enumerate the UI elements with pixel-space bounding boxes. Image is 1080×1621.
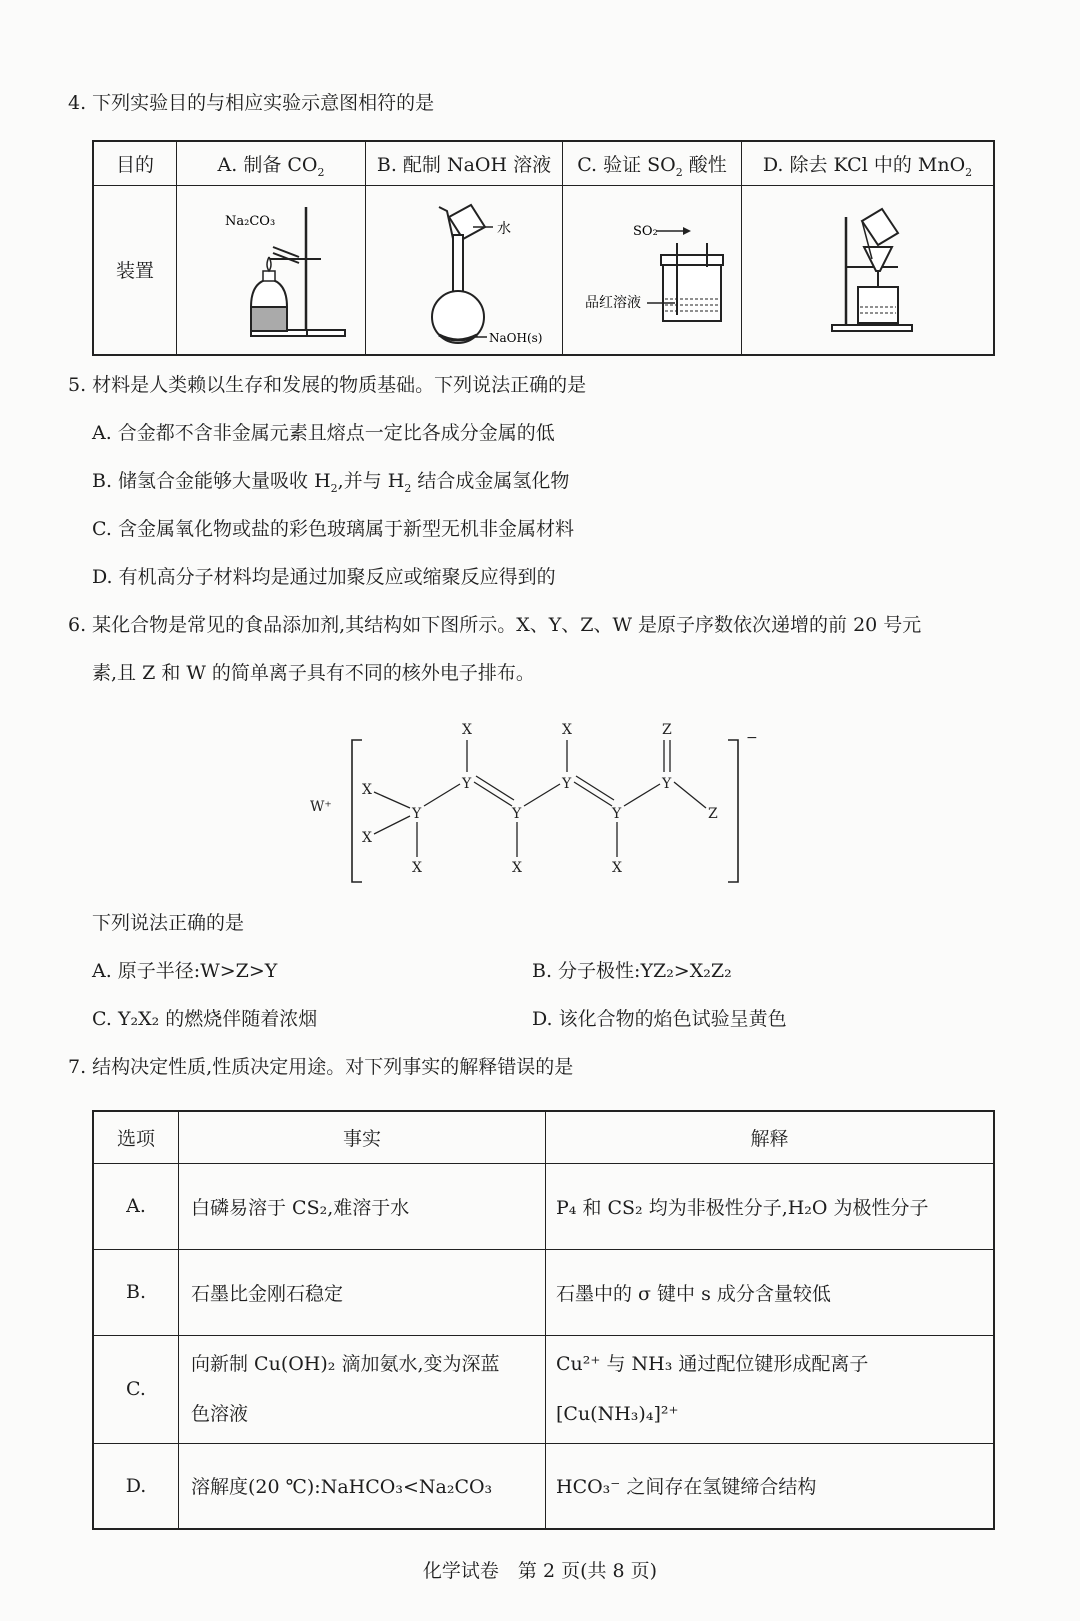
q7-row-b-option: B. <box>93 1249 179 1335</box>
atom-y: Y <box>512 806 522 822</box>
atom-x: X <box>362 782 372 798</box>
q5-option-a: A. 合金都不含非金属元素且熔点一定比各成分金属的低 <box>92 422 555 444</box>
heating-apparatus-figure <box>181 187 361 347</box>
q7-row-d-option: D. <box>93 1443 179 1529</box>
svg-text:NaOH(s): NaOH(s) <box>489 331 543 346</box>
q4-stem: 4. 下列实验目的与相应实验示意图相符的是 <box>68 92 435 114</box>
svg-text:SO₂: SO₂ <box>632 224 658 240</box>
q4-purpose-label: 目的 <box>93 141 177 185</box>
q4-option-b: B. 配制 NaOH 溶液 <box>366 141 563 185</box>
q4-option-a: A. 制备 $CO_2$ <box>177 141 366 185</box>
q5-option-d: D. 有机高分子材料均是通过加聚反应或缩聚反应得到的 <box>92 566 556 588</box>
gas-washing-bottle-figure <box>565 187 740 347</box>
q7-row-d-explanation: HCO₃⁻ 之间存在氢键缔合结构 <box>546 1443 995 1529</box>
page-footer: 化学试卷 第 2 页(共 8 页) <box>422 1560 658 1582</box>
q7-header-explanation: 解释 <box>546 1111 995 1163</box>
atom-y: Y <box>562 776 572 792</box>
q4-table <box>92 140 995 356</box>
q6-stem-line2: 素,且 Z 和 W 的简单离子具有不同的核外电子排布。 <box>92 662 535 684</box>
atom-x: X <box>462 722 472 738</box>
q6-option-a: A. 原子半径:W>Z>Y <box>92 960 278 982</box>
atom-x: X <box>412 860 422 876</box>
atom-x: X <box>512 860 522 876</box>
q4-figure-a <box>177 185 366 355</box>
anion-charge: − <box>746 730 758 746</box>
atom-z: Z <box>662 722 672 738</box>
atom-y: Y <box>462 776 472 792</box>
q4-figure-c <box>563 185 742 355</box>
q7-row-c-option: C. <box>93 1335 179 1443</box>
q6-option-c: C. Y₂X₂ 的燃烧伴随着浓烟 <box>92 1008 318 1030</box>
q7-row-c-fact: 向新制 Cu(OH)₂ 滴加氨水,变为深蓝 色溶液 <box>179 1335 546 1443</box>
q6-option-d: D. 该化合物的焰色试验呈黄色 <box>532 1008 787 1030</box>
q7-header-fact: 事实 <box>179 1111 546 1163</box>
atom-y: Y <box>612 806 622 822</box>
q5-option-b: B. 储氢合金能够大量吸收 $H_2$,并与 $H_2$ 结合成金属氢化物 <box>92 470 570 495</box>
atom-z: Z <box>708 806 718 822</box>
q4-option-c: C. 验证 $SO_2$ 酸性 <box>563 141 742 185</box>
q6-question: 下列说法正确的是 <box>92 912 245 934</box>
q7-row-a-explanation: P₄ 和 CS₂ 均为非极性分子,H₂O 为极性分子 <box>546 1163 995 1249</box>
volumetric-flask-figure <box>369 187 559 347</box>
q4-figure-d <box>742 185 995 355</box>
q7-table <box>92 1110 995 1530</box>
atom-y: Y <box>412 806 422 822</box>
cation-w: W⁺ <box>310 799 332 815</box>
svg-text:Na₂CO₃: Na₂CO₃ <box>225 214 276 230</box>
q7-row-d-fact: 溶解度(20 ℃):NaHCO₃<Na₂CO₃ <box>179 1443 546 1529</box>
q6-option-b: B. 分子极性:YZ₂>X₂Z₂ <box>532 960 732 982</box>
q5-option-c: C. 含金属氧化物或盐的彩色玻璃属于新型无机非金属材料 <box>92 518 574 540</box>
atom-x: X <box>612 860 622 876</box>
q7-row-a-option: A. <box>93 1163 179 1249</box>
svg-text:水: 水 <box>497 221 511 238</box>
q7-row-b-explanation: 石墨中的 σ 键中 s 成分含量较低 <box>546 1249 995 1335</box>
q6-structure-diagram <box>310 712 770 892</box>
svg-text:品红溶液: 品红溶液 <box>584 295 641 312</box>
atom-y: Y <box>662 776 672 792</box>
q7-row-b-fact: 石墨比金刚石稳定 <box>179 1249 546 1335</box>
q4-apparatus-label: 装置 <box>93 185 177 355</box>
atom-x: X <box>562 722 572 738</box>
q4-option-d: D. 除去 KCl 中的 MnO$_2$ <box>742 141 995 185</box>
atom-x: X <box>362 830 372 846</box>
q5-stem: 5. 材料是人类赖以生存和发展的物质基础。下列说法正确的是 <box>68 374 587 396</box>
q7-header-option: 选项 <box>93 1111 179 1163</box>
q7-stem: 7. 结构决定性质,性质决定用途。对下列事实的解释错误的是 <box>68 1056 574 1078</box>
filtration-figure <box>758 187 978 347</box>
q7-row-c-explanation: Cu²⁺ 与 NH₃ 通过配位键形成配离子 [Cu(NH₃)₄]²⁺ <box>546 1335 995 1443</box>
q7-row-a-fact: 白磷易溶于 CS₂,难溶于水 <box>179 1163 546 1249</box>
q6-stem-line1: 6. 某化合物是常见的食品添加剂,其结构如下图所示。X、Y、Z、W 是原子序数依次递增的前 20 号元 <box>68 614 922 636</box>
q4-figure-b <box>366 185 563 355</box>
